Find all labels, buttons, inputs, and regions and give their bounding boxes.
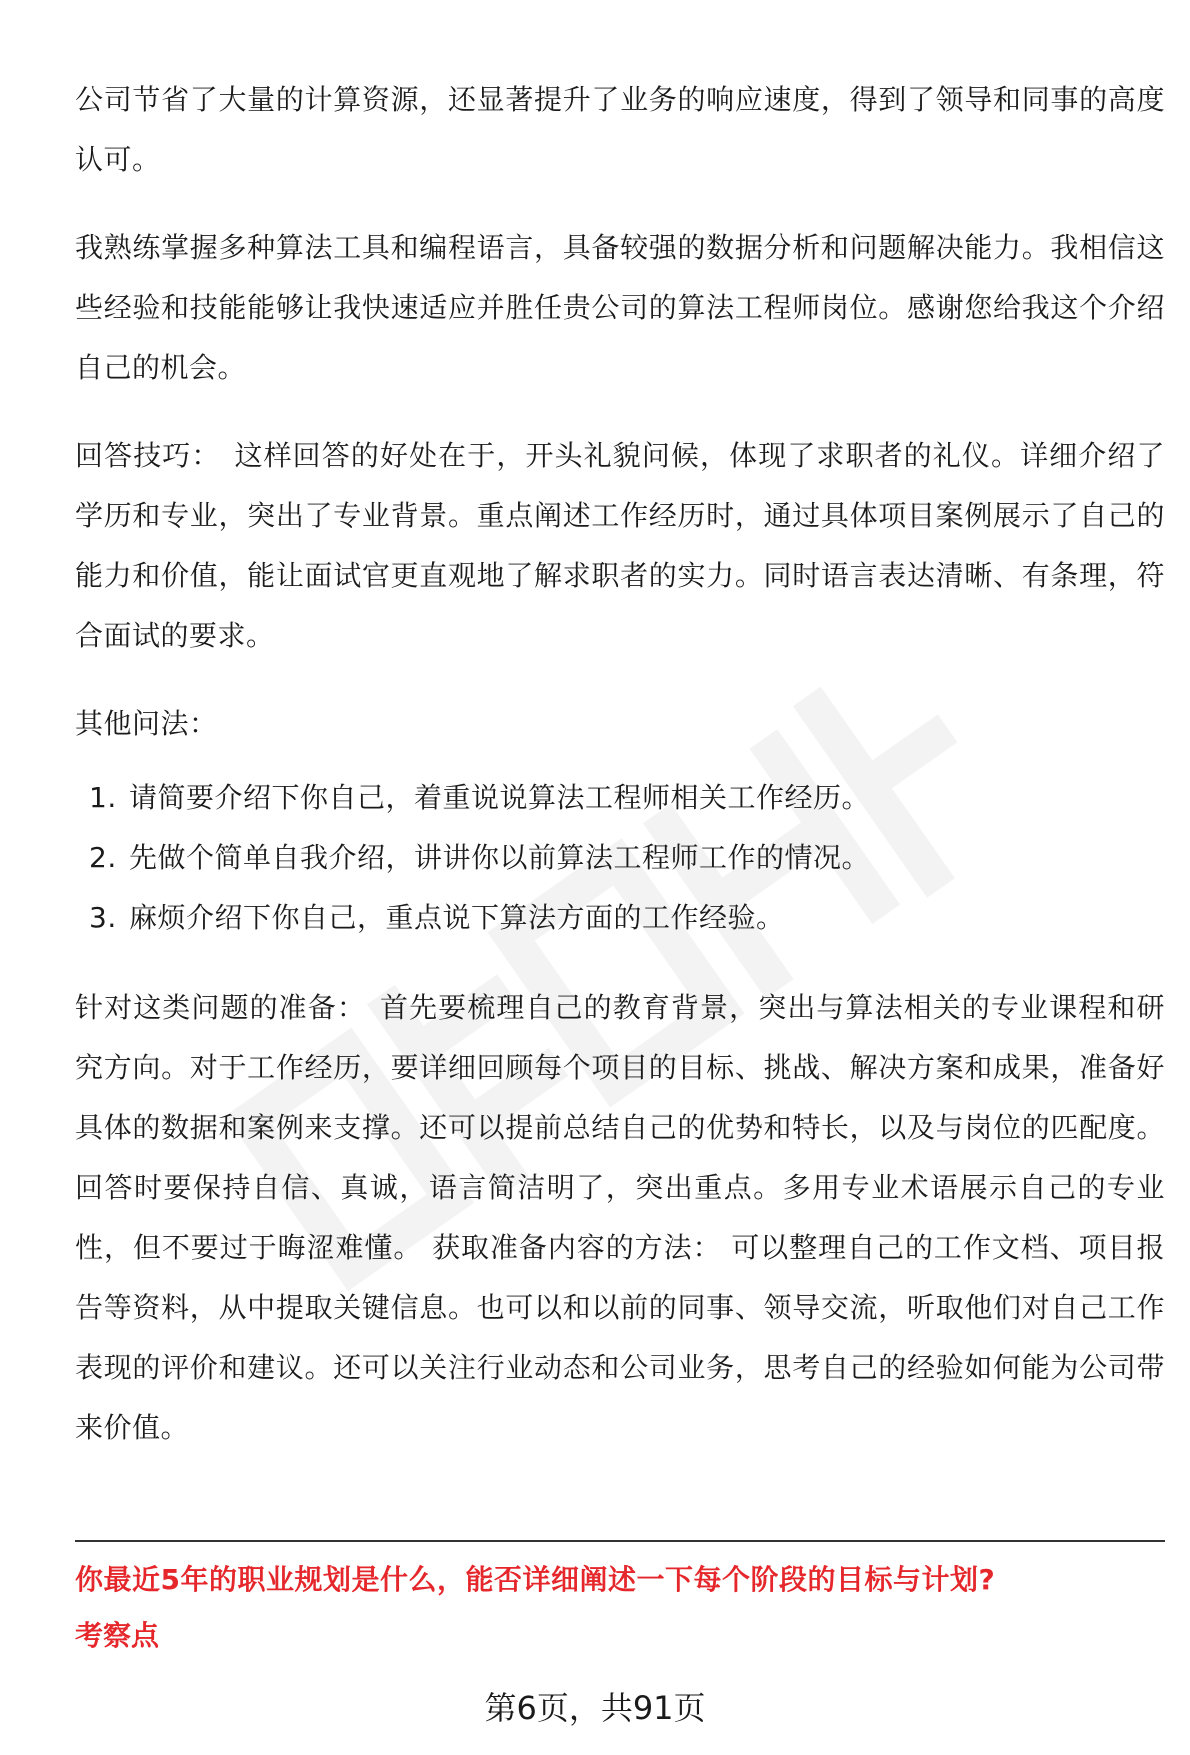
answer-tips-text: 这样回答的好处在于，开头礼貌问候，体现了求职者的礼仪。详细介绍了学历和专业，突出了专业背景。重点阐述工作经历时，通过具体项目案例展示了自己的能力和价值，能让面试官更直观地了解求职者的实力。同时语言表达清晰、有条理，符合面试的要求。 <box>75 439 1165 652</box>
preparation-label: 针对这类问题的准备： <box>75 991 366 1024</box>
answer-tips-label: 回答技巧： <box>75 439 221 472</box>
paragraph-preparation <box>75 978 1165 1458</box>
list-item-text: 先做个简单自我介绍，讲讲你以前算法工程师工作的情况。 <box>129 841 871 874</box>
list-item-number: 2. <box>89 841 117 874</box>
paragraph-intro-end: 公司节省了大量的计算资源，还显著提升了业务的响应速度，得到了领导和同事的高度认可。 <box>75 83 1165 176</box>
section-divider <box>75 1540 1165 1542</box>
preparation-text: 首先要梳理自己的教育背景，突出与算法相关的专业课程和研究方向。对于工作经历，要详细回顾每个项目的目标、挑战、解决方案和成果，准备好具体的数据和案例来支撑。还可以提前总结自己的优势和特长，以及与岗位的匹配度。 回答时要保持自信、真诚，语言简洁明了，突出重点。多用专业术语展示自己的专业性，但不要过于晦涩难懂。 获取准备内容的方法： 可以整理自己的工作文档、项目报告等资料，从中提取关键信息。也可以和以前的同事、领导交流，听取他们对自己工作表现的评价和建议。还可以关注行业动态和公司业务，思考自己的经验如何能为公司带来价值。 <box>75 991 1165 1444</box>
paragraph-skills: 我熟练掌握多种算法工具和编程语言，具备较强的数据分析和问题解决能力。我相信这些经验和技能能够让我快速适应并胜任贵公司的算法工程师岗位。感谢您给我这个介绍自己的机会。 <box>75 231 1165 384</box>
list-item <box>89 828 1165 888</box>
other-questions-heading: 其他问法： <box>75 707 218 740</box>
page-body <box>75 70 1165 1486</box>
page-number: 第6页，共91页 <box>484 1689 706 1727</box>
list-item-text: 请简要介绍下你自己，着重说说算法工程师相关工作经历。 <box>129 781 871 814</box>
list-item <box>89 888 1165 948</box>
paragraph-answer-tips <box>75 426 1165 666</box>
list-item-number: 3. <box>89 901 117 934</box>
list-item <box>89 768 1165 828</box>
list-item-number: 1. <box>89 781 117 814</box>
next-question-title: 你最近5年的职业规划是什么，能否详细阐述一下每个阶段的目标与计划? <box>75 1563 996 1596</box>
list-item-text: 麻烦介绍下你自己，重点说下算法方面的工作经验。 <box>129 901 785 934</box>
other-questions-list <box>75 768 1165 948</box>
next-question-subheading: 考察点 <box>75 1619 160 1652</box>
